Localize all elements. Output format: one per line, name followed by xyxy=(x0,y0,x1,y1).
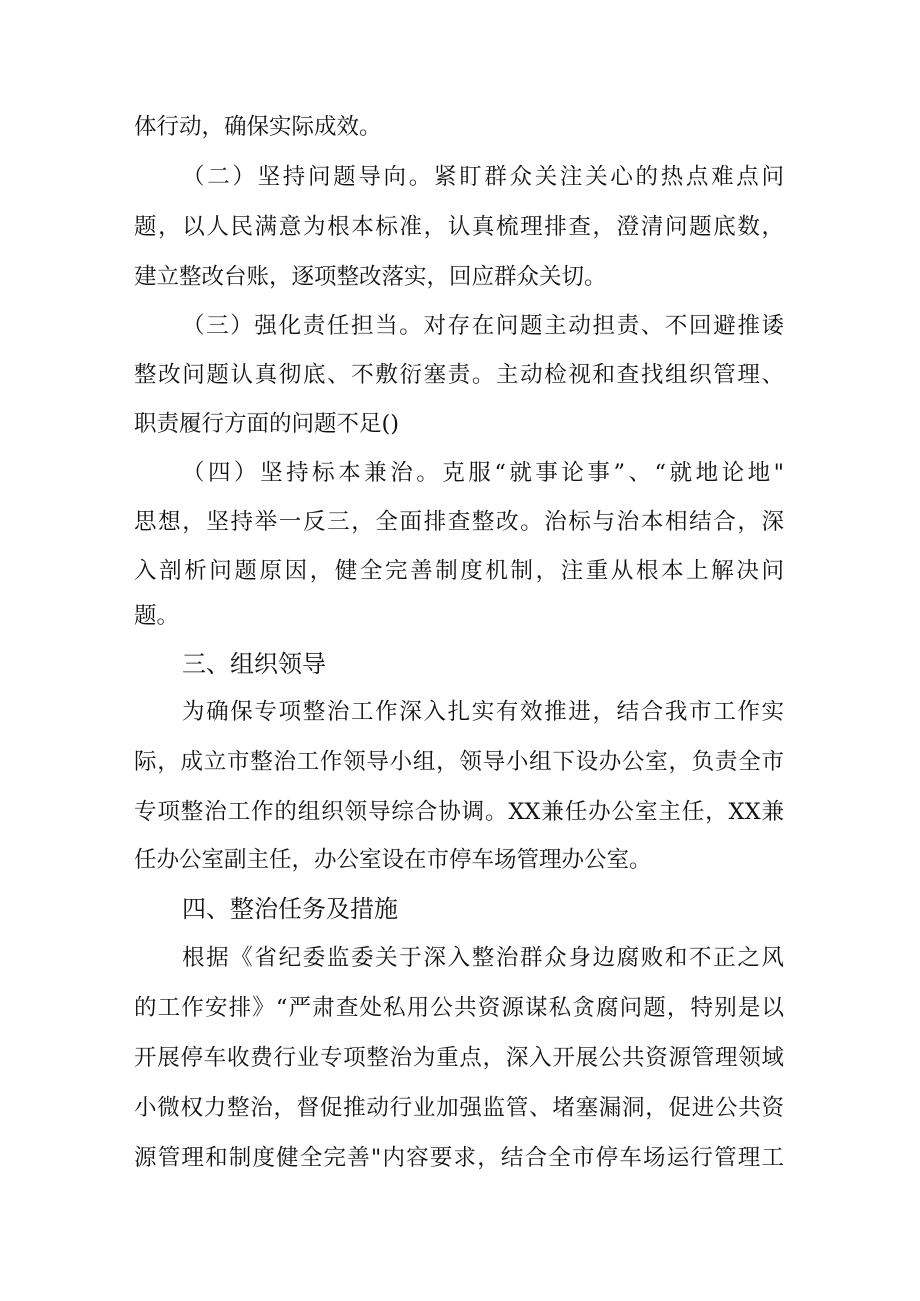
paragraph-line: 的工作安排》“严肃查处私用公共资源谋私贪腐问题，特别是以 xyxy=(134,995,784,1021)
paragraph-line: 任办公室副主任，办公室设在市停车场管理办公室。 xyxy=(134,847,652,873)
paragraph-line: 整改问题认真彻底、不敷衍塞责。主动检视和查找组织管理、 xyxy=(134,362,784,388)
section-heading: 三、组织领导 xyxy=(182,650,326,678)
paragraph-line: （二）坚持问题导向。紧盯群众关注关心的热点难点问 xyxy=(182,164,784,190)
paragraph-line: 际，成立市整治工作领导小组，领导小组下设办公室，负责全市 xyxy=(134,749,784,775)
paragraph-line: 为确保专项整治工作深入扎实有效推进，结合我市工作实 xyxy=(182,699,784,725)
paragraph-line: （四）坚持标本兼治。克服“就事论事”、“就地论地" xyxy=(182,460,784,486)
paragraph-line: 小微权力整治，督促推动行业加强监管、堵塞漏洞，促进公共资 xyxy=(134,1095,784,1121)
section-heading: 四、整治任务及措施 xyxy=(182,895,398,923)
paragraph-line: 专项整治工作的组织领导综合协调。XX兼任办公室主任，XX兼 xyxy=(134,799,784,825)
paragraph-line: 题。 xyxy=(134,603,180,629)
paragraph-line: 思想，坚持举一反三，全面排查整改。治标与治本相结合，深 xyxy=(134,509,784,535)
paragraph-line: 入剖析问题原因，健全完善制度机制，注重从根本上解决问 xyxy=(134,558,784,584)
paragraph-line: 建立整改台账，逐项整改落实，回应群众关切。 xyxy=(134,264,607,290)
paragraph-line: （三）强化责任担当。对存在问题主动担责、不回避推诿 xyxy=(182,313,784,339)
paragraph-line: 职责履行方面的问题不足() xyxy=(134,411,400,437)
paragraph-line: 源管理和制度健全完善"内容要求，结合全市停车场运行管理工 xyxy=(134,1145,784,1171)
paragraph-line: 题，以人民满意为根本标准，认真梳理排查，澄清问题底数， xyxy=(134,214,784,240)
paragraph-line: 开展停车收费行业专项整治为重点，深入开展公共资源管理领域 xyxy=(134,1045,784,1071)
paragraph-line: 根据《省纪委监委关于深入整治群众身边腐败和不正之风 xyxy=(182,945,784,971)
paragraph-line: 体行动，确保实际成效。 xyxy=(134,114,382,140)
